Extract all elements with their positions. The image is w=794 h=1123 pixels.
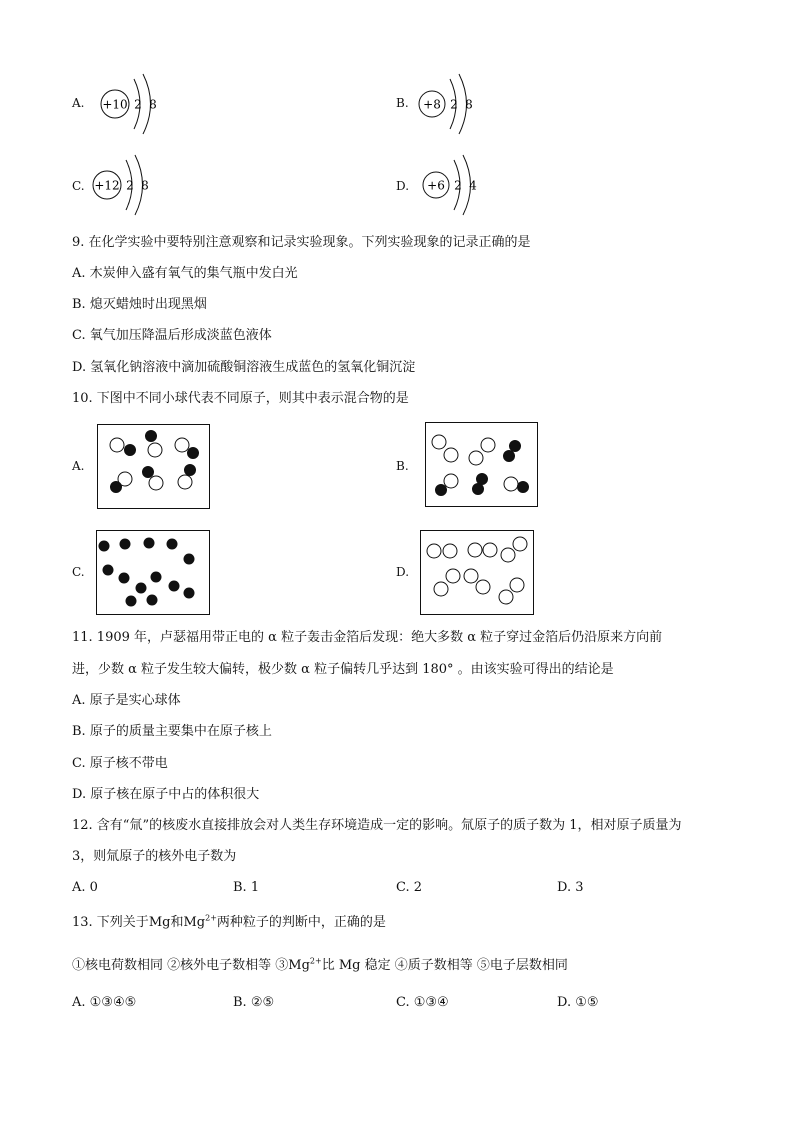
q13-stem-pre: 13. 下列关于 <box>72 915 149 930</box>
q12-option-a: A. 0 <box>72 880 98 895</box>
q13-stem-post: 两种粒子的判断中，正确的是 <box>216 915 386 930</box>
q13-statements-post: 比 Mg 稳定 ④质子数相等 ⑤电子层数相同 <box>321 958 568 973</box>
q8-option-c-diagram <box>90 150 160 220</box>
q8-a-shell-2: 8 <box>149 97 157 112</box>
q8-b-shell-1: 2 <box>450 97 458 112</box>
q10-option-d-letter: D. <box>396 565 410 579</box>
q8-option-b-letter: B. <box>396 96 409 110</box>
q8-d-shell-1: 2 <box>454 178 462 193</box>
q8-option-c-letter: C. <box>72 179 85 193</box>
q13-option-b: B. ②⑤ <box>233 995 275 1010</box>
q13-statements <box>72 957 568 975</box>
q13-statement-mg-charge: 2+ <box>309 956 322 966</box>
q13-mg: Mg <box>148 915 171 930</box>
q8-c-nucleus: +12 <box>94 178 120 193</box>
q8-option-d-diagram <box>420 150 490 220</box>
q8-a-nucleus: +10 <box>102 97 128 112</box>
q13-mg-ion-charge: 2+ <box>205 913 217 923</box>
q11-stem-line1: 11. 1909 年，卢瑟福用带正电的 α 粒子轰击金箔后发现：绝大多数 α 粒子穿过金箔后仍沿原来方向前 <box>72 630 663 645</box>
q11-option-c: C. 原子核不带电 <box>72 756 168 771</box>
q11-option-d: D. 原子核在原子中占的体积很大 <box>72 787 260 802</box>
q13-mg-ion: Mg <box>183 915 206 930</box>
q11-option-b: B. 原子的质量主要集中在原子核上 <box>72 724 272 739</box>
q9-option-a: A. 木炭伸入盛有氧气的集气瓶中发白光 <box>72 266 298 281</box>
q13-stem-mid: 和 <box>170 915 184 930</box>
q10-option-a-letter: A. <box>72 459 85 473</box>
q12-option-b: B. 1 <box>233 880 260 895</box>
q11-stem-line2: 进，少数 α 粒子发生较大偏转，极少数 α 粒子偏转几乎达到 180° 。由该实验可得出的结论是 <box>72 662 614 677</box>
q13-stem <box>72 914 386 932</box>
q13-statement-mg-ion: Mg <box>288 958 310 973</box>
q13-statements-pre: ①核电荷数相同 ②核外电子数相等 ③ <box>72 958 289 973</box>
q12-stem-line1: 12. 含有“氚”的核废水直接排放会对人类生存环境造成一定的影响。氚原子的质子数为 1，相对原子质量为 <box>72 818 682 833</box>
q8-c-shell-1: 2 <box>126 178 134 193</box>
q8-option-a-diagram <box>98 70 168 140</box>
q8-d-shell-2: 4 <box>469 178 477 193</box>
q13-option-a: A. ①③④⑤ <box>72 995 137 1010</box>
q13-option-c: C. ①③④ <box>396 995 449 1010</box>
q11-option-a: A. 原子是实心球体 <box>72 693 181 708</box>
q8-d-nucleus: +6 <box>427 178 445 193</box>
q9-stem: 9. 在化学实验中要特别注意观察和记录实验现象。下列实验现象的记录正确的是 <box>72 235 531 250</box>
q9-option-d: D. 氢氧化钠溶液中滴加硫酸铜溶液生成蓝色的氢氧化铜沉淀 <box>72 360 416 375</box>
q10-option-b-box <box>425 422 539 508</box>
q12-option-d: D. 3 <box>557 880 584 895</box>
q8-b-nucleus: +8 <box>423 97 441 112</box>
q10-option-c-box <box>96 530 211 616</box>
q10-option-c-letter: C. <box>72 565 85 579</box>
q8-a-shell-1: 2 <box>134 97 142 112</box>
q9-option-c: C. 氧气加压降温后形成淡蓝色液体 <box>72 328 272 343</box>
q10-option-d-box <box>420 530 535 616</box>
q8-option-b-diagram <box>416 70 486 140</box>
q8-b-shell-2: 8 <box>465 97 473 112</box>
q12-stem-line2: 3，则氚原子的核外电子数为 <box>72 849 237 864</box>
q9-option-b: B. 熄灭蜡烛时出现黑烟 <box>72 297 207 312</box>
q10-option-b-letter: B. <box>396 459 409 473</box>
q12-option-c: C. 2 <box>396 880 423 895</box>
q10-option-a-box <box>97 424 211 510</box>
q8-c-shell-2: 8 <box>141 178 149 193</box>
q8-option-a-letter: A. <box>72 96 85 110</box>
q10-stem: 10. 下图中不同小球代表不同原子，则其中表示混合物的是 <box>72 391 409 406</box>
q13-option-d: D. ①⑤ <box>557 995 599 1010</box>
q8-option-d-letter: D. <box>396 179 410 193</box>
